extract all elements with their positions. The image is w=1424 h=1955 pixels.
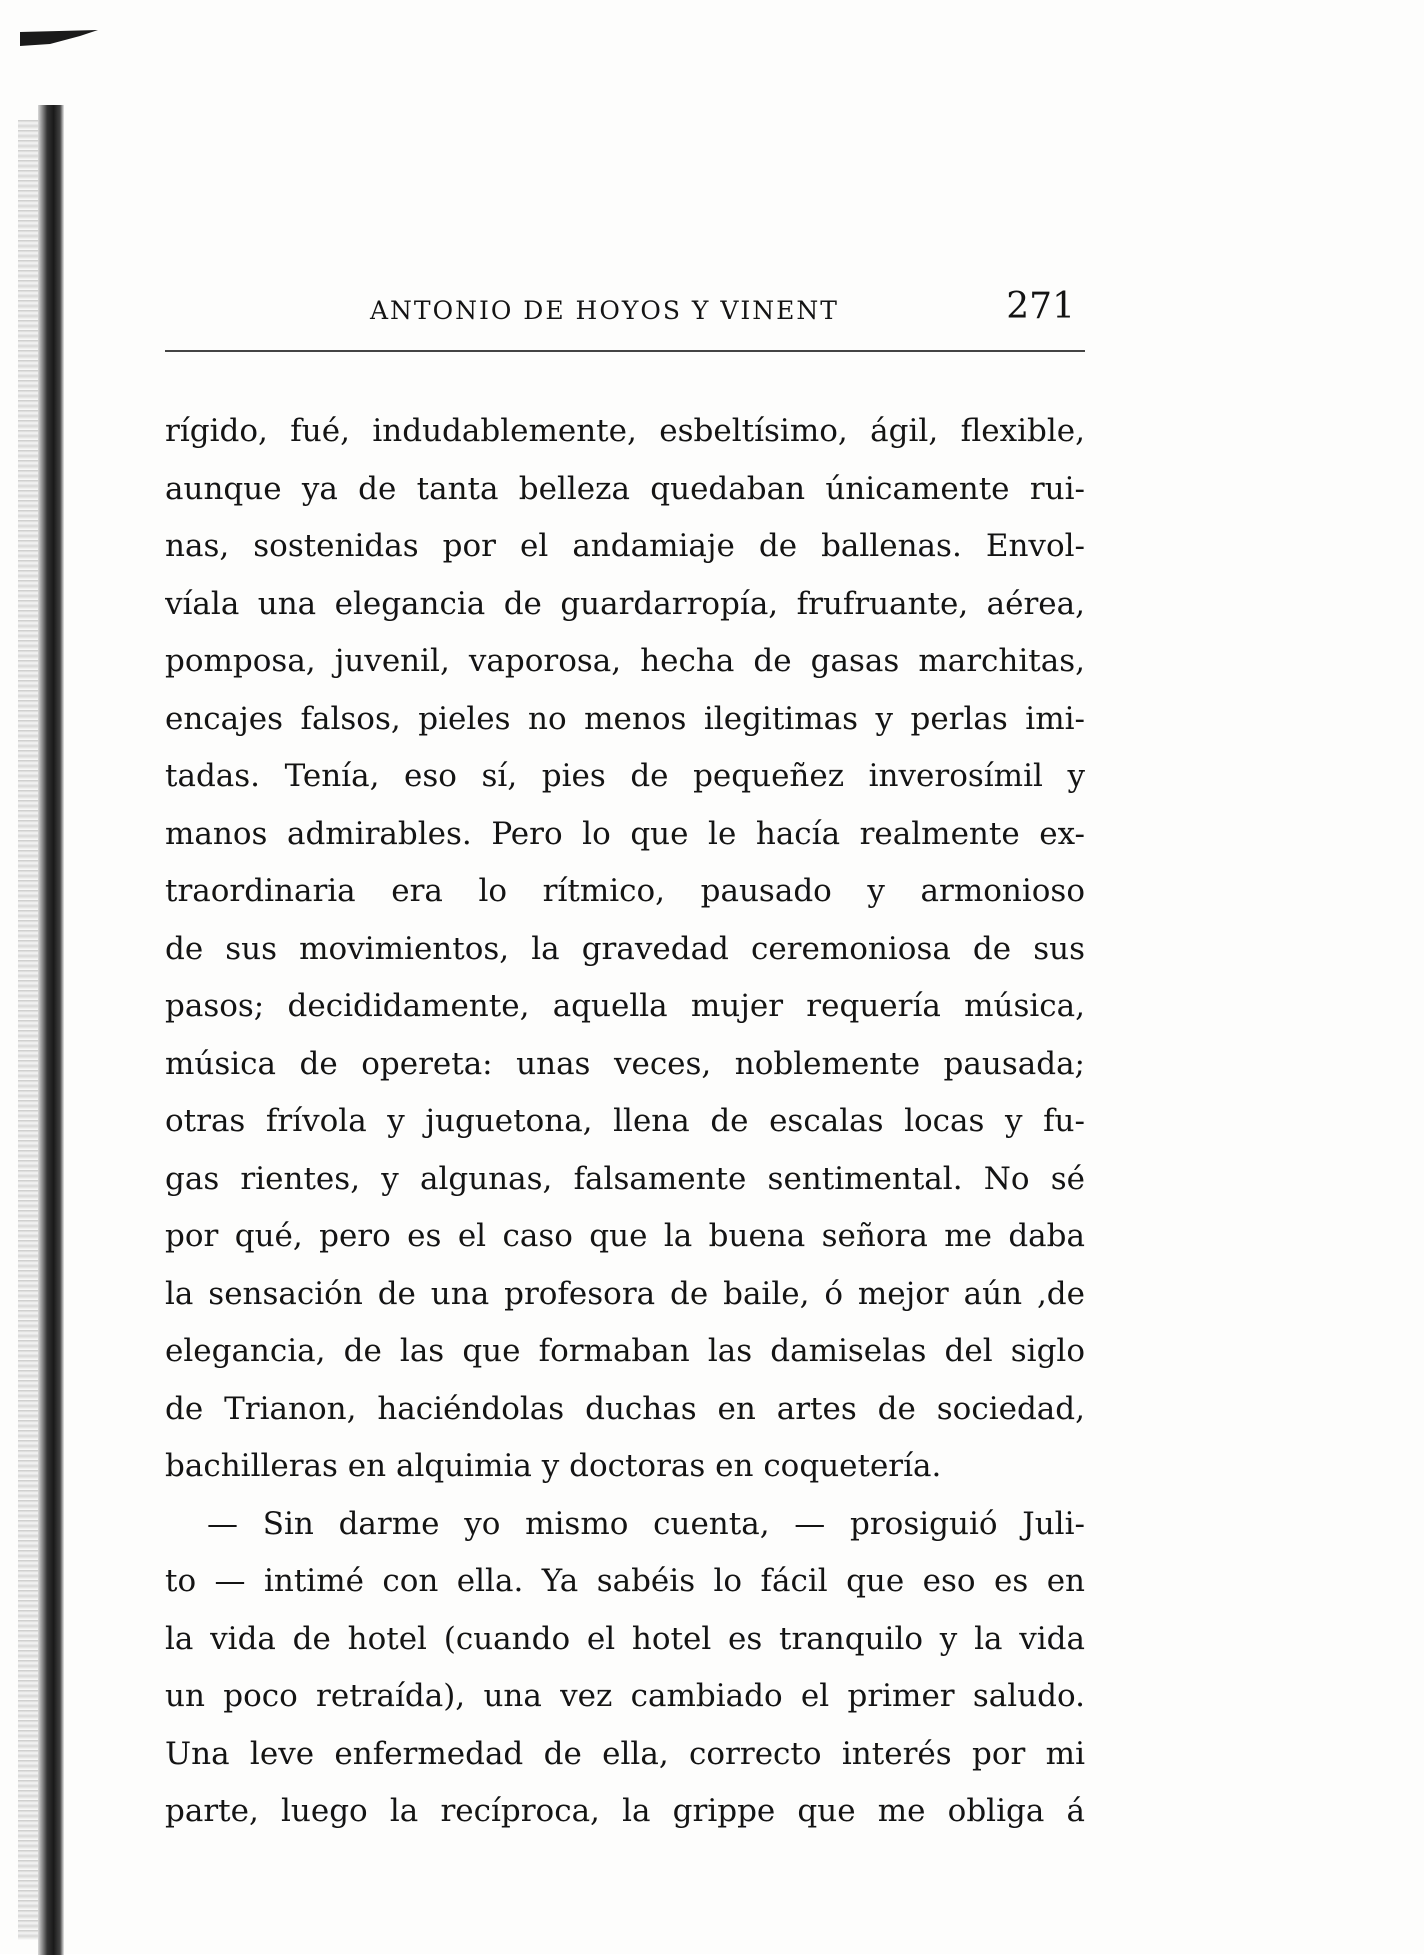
text-line: de Trianon, haciéndolas duchas en artes de sociedad, (165, 1390, 1085, 1427)
text-line: nas, sostenidas por el andamiaje de ballenas. Envol- (165, 528, 1085, 564)
text-line: la sensación de una profesora de baile, ó mejor aún ,de (165, 1275, 1085, 1312)
text-line: víala una elegancia de guardarropía, frufruante, aérea, (165, 585, 1085, 622)
text-line: por qué, pero es el caso que la buena señora me daba (165, 1218, 1085, 1254)
text-line: — Sin darme yo mismo cuenta, — prosiguió Juli- (207, 1505, 1085, 1542)
page-header (165, 282, 1085, 338)
text-line: pasos; decididamente, aquella mujer requería música, (165, 988, 1085, 1024)
text-line: aunque ya de tanta belleza quedaban únicamente rui- (165, 470, 1085, 507)
text-line: encajes falsos, pieles no menos ilegitimas y perlas imi- (165, 700, 1085, 737)
text-line: otras frívola y juguetona, llena de escalas locas y fu- (165, 1103, 1085, 1139)
text-line: de sus movimientos, la gravedad ceremoniosa de sus (165, 930, 1085, 967)
header-rule (165, 350, 1085, 352)
binding-edge (38, 105, 64, 1955)
text-line: elegancia, de las que formaban las damiselas del siglo (165, 1333, 1085, 1369)
body-text (165, 403, 1085, 1841)
text-line: rígido, fué, indudablemente, esbeltísimo, ágil, flexible, (165, 413, 1085, 449)
text-line: pomposa, juvenil, vaporosa, hecha de gasas marchitas, (165, 643, 1085, 679)
text-line: to — intimé con ella. Ya sabéis lo fácil que eso es en (165, 1563, 1085, 1599)
text-line: tadas. Tenía, eso sí, pies de pequeñez inverosímil y (165, 758, 1085, 794)
text-line: música de opereta: unas veces, noblemente pausada; (165, 1045, 1085, 1082)
text-line: traordinaria era lo rítmico, pausado y armonioso (165, 873, 1085, 909)
text-line: la vida de hotel (cuando el hotel es tranquilo y la vida (165, 1620, 1085, 1657)
page-number: 271 (1006, 286, 1075, 327)
text-line: un poco retraída), una vez cambiado el primer saludo. (165, 1678, 1085, 1714)
running-title: ANTONIO DE HOYOS Y VINENT (370, 296, 839, 325)
text-line: gas rientes, y algunas, falsamente sentimental. No sé (165, 1160, 1085, 1197)
text-line: Una leve enfermedad de ella, correcto interés por mi (165, 1735, 1085, 1772)
text-line: bachilleras en alquimia y doctoras en coquetería. (165, 1448, 942, 1484)
text-line: manos admirables. Pero lo que le hacía realmente ex- (165, 815, 1085, 852)
corner-ink-mark (20, 28, 98, 50)
text-line: parte, luego la recíproca, la grippe que me obliga á (165, 1793, 1085, 1829)
